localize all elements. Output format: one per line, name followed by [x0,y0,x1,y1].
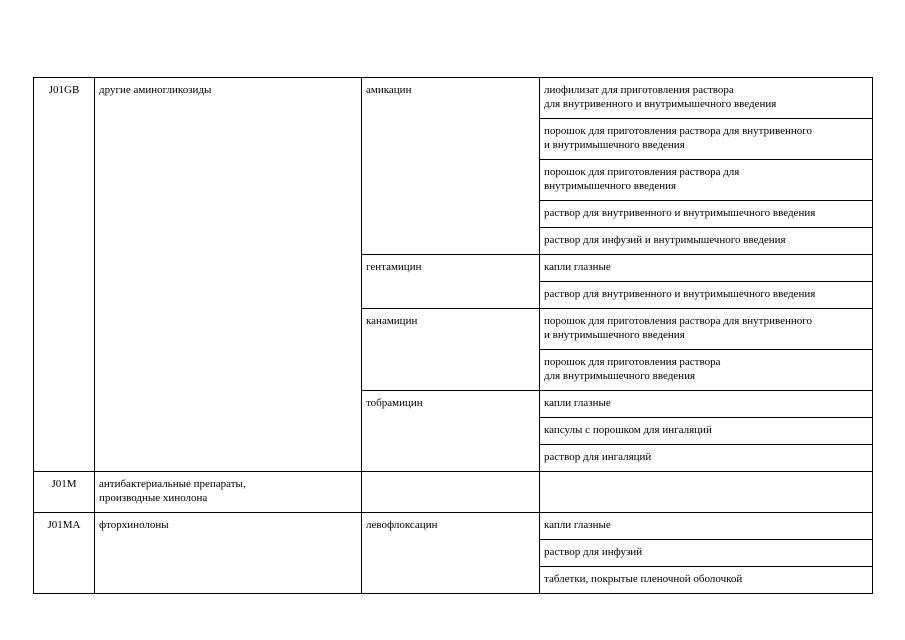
dosage-form-cell [540,309,873,350]
dosage-form-cell [540,445,873,472]
dosage-form-cell [540,119,873,160]
atc-code-cell: J01MA [34,513,95,594]
dosage-form-cell [540,78,873,119]
atc-group-cell [95,513,362,594]
atc-group-cell [95,78,362,472]
text-line: раствор для внутривенного и внутримышечного введения [544,288,816,300]
text-line: раствор для внутривенного и внутримышечного введения [544,207,816,219]
text-line: раствор для ингаляций [544,451,652,463]
text-line: капли глазные [544,261,611,273]
text-line: раствор для инфузий [544,546,643,558]
dosage-form-cell [540,540,873,567]
atc-group-cell [95,472,362,513]
atc-code-cell: J01GB [34,78,95,472]
text-line: порошок для приготовления раствора для внутривенного [544,315,813,327]
text-line: и внутримышечного введения [544,329,685,341]
dosage-form-cell [540,201,873,228]
text-line: таблетки, покрытые пленочной оболочкой [544,573,743,585]
text-line: порошок для приготовления раствора для [544,166,740,178]
text-line: для внутривенного и внутримышечного введения [544,98,777,110]
drug-name-cell: тобрамицин [362,391,540,472]
drug-name-cell: левофлоксацин [362,513,540,594]
dosage-form-cell [540,513,873,540]
table-row [34,78,873,119]
drug-name-cell: амикацин [362,78,540,255]
text-line: порошок для приготовления раствора для внутривенного [544,125,813,137]
text-line: капли глазные [544,397,611,409]
dosage-form-cell [540,228,873,255]
drug-name-cell [362,472,540,513]
text-line: капсулы с порошком для ингаляций [544,424,712,436]
dosage-form-cell [540,350,873,391]
text-line: капли глазные [544,519,611,531]
dosage-form-cell [540,282,873,309]
table-row [34,513,873,540]
dosage-form-cell [540,472,873,513]
text-line: и внутримышечного введения [544,139,685,151]
dosage-form-cell [540,567,873,594]
text-line: лиофилизат для приготовления раствора [544,84,734,96]
table-row [34,472,873,513]
text-line: для внутримышечного введения [544,370,696,382]
text-line: внутримышечного введения [544,180,677,192]
text-line: другие аминогликозиды [99,84,212,96]
table-body [34,78,873,594]
atc-code-cell: J01M [34,472,95,513]
dosage-form-cell [540,418,873,445]
drug-name-cell: гентамицин [362,255,540,309]
text-line: антибактериальные препараты, [99,478,246,490]
text-line: производные хинолона [99,492,208,504]
text-line: порошок для приготовления раствора [544,356,721,368]
text-line: фторхинолоны [99,519,169,531]
drug-classification-table [33,77,873,594]
drug-name-cell: канамицин [362,309,540,391]
dosage-form-cell [540,255,873,282]
dosage-form-cell [540,160,873,201]
text-line: раствор для инфузий и внутримышечного введения [544,234,786,246]
dosage-form-cell [540,391,873,418]
